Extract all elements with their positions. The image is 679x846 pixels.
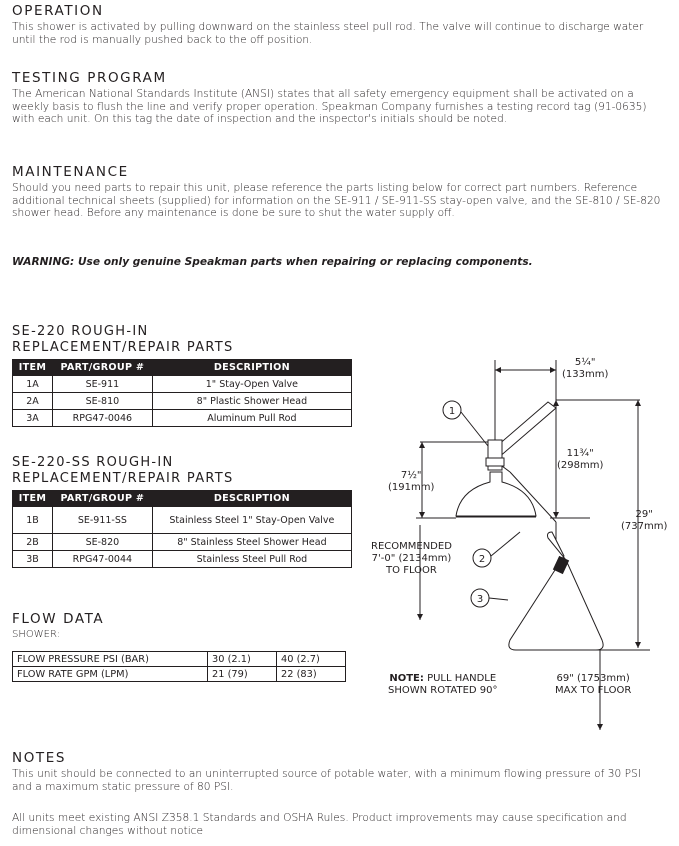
callout-leader-1 bbox=[461, 412, 488, 446]
cell-description: 8" Plastic Shower Head bbox=[196, 395, 308, 407]
flow-value-30: 30 (2.1) bbox=[208, 652, 277, 667]
cell-description: Aluminum Pull Rod bbox=[207, 412, 297, 424]
dim-arm-in: 11¾" bbox=[566, 448, 594, 459]
dim-total bbox=[621, 509, 667, 533]
notes-heading: NOTES bbox=[12, 750, 67, 766]
dim-arm-mm: (298mm) bbox=[557, 460, 604, 471]
callout-2-label: 2 bbox=[478, 554, 486, 565]
dim-head bbox=[388, 470, 434, 494]
dim-total-in: 29" bbox=[635, 509, 653, 520]
cell-part: SE-820 bbox=[52, 534, 152, 551]
callout-leader-3 bbox=[489, 598, 508, 600]
table-row bbox=[13, 376, 352, 393]
warning-text: WARNING: Use only genuine Speakman parts when repairing or replacing components. bbox=[12, 256, 533, 268]
col-header-description: DESCRIPTION bbox=[152, 360, 351, 376]
table1-title-line1: SE-220 ROUGH-IN bbox=[12, 324, 149, 339]
operation-text: This shower is activated by pulling downward on the stainless steel pull rod. The valve will continue to discharge water until the rod is manually pushed back to the off position. bbox=[12, 21, 644, 46]
table2-title bbox=[12, 455, 234, 487]
valve-nut bbox=[486, 458, 504, 466]
dim-total-mm: (737mm) bbox=[621, 521, 668, 532]
recommended-line2: 7'-0" (2134mm) bbox=[371, 553, 452, 564]
max-floor-label bbox=[555, 673, 631, 697]
cell-part: SE-911-SS bbox=[52, 507, 152, 534]
parts-table-se220 bbox=[12, 359, 352, 427]
parts-table-se220ss bbox=[12, 490, 352, 568]
arrow-icon bbox=[553, 512, 559, 518]
pull-handle bbox=[509, 532, 603, 650]
cell-description: Stainless Steel 1" Stay-Open Valve bbox=[169, 514, 335, 526]
note-bold: NOTE: bbox=[389, 673, 424, 684]
arrow-icon bbox=[495, 367, 501, 373]
operation-heading: OPERATION bbox=[12, 3, 104, 19]
recommended-label bbox=[371, 541, 452, 577]
dim-head-in: 7½" bbox=[400, 470, 422, 481]
col-header-item: ITEM bbox=[13, 491, 53, 507]
maintenance-text: Should you need parts to repair this unit, please reference the parts listing below for correct part numbers. Reference additional technical sheets (supplied) for information on the SE-911 / SE-911-SS stay-open valve, and the SE-810 / SE-820 shower head. Before any maintenance is done be sure to shut the water supply off. bbox=[12, 182, 661, 220]
table-row bbox=[13, 551, 352, 568]
arrow-icon bbox=[635, 642, 641, 648]
table-row bbox=[13, 534, 352, 551]
flow-label: FLOW PRESSURE PSI (BAR) bbox=[13, 652, 208, 667]
arrow-icon bbox=[553, 400, 559, 406]
cell-part: RPG47-0046 bbox=[52, 410, 152, 427]
flow-value-30: 21 (79) bbox=[208, 667, 277, 682]
recommended-line3: TO FLOOR bbox=[386, 565, 437, 576]
table-row bbox=[13, 507, 352, 534]
table-header-row bbox=[13, 491, 352, 507]
dim-top-mm: (133mm) bbox=[562, 369, 609, 380]
flow-value-40: 40 (2.7) bbox=[277, 652, 346, 667]
cell-item: 2A bbox=[13, 393, 53, 410]
flow-heading: FLOW DATA bbox=[12, 611, 105, 627]
col-header-item: ITEM bbox=[13, 360, 53, 376]
table-row bbox=[13, 667, 346, 682]
max-line1: 69" (1753mm) bbox=[556, 673, 630, 684]
dim-top-in: 5¼" bbox=[574, 357, 596, 368]
arrow-icon bbox=[597, 724, 603, 730]
table1-title bbox=[12, 324, 234, 356]
cell-part: RPG47-0044 bbox=[52, 551, 152, 568]
note-line2: SHOWN ROTATED 90° bbox=[388, 685, 498, 696]
testing-heading: TESTING PROGRAM bbox=[12, 70, 167, 86]
dim-head-mm: (191mm) bbox=[388, 482, 435, 493]
notes-text-1: This unit should be connected to an uninterrupted source of potable water, with a minimum flowing pressure of 30 PSI and a maximum static pressure of 80 PSI. bbox=[12, 768, 641, 793]
shower-head bbox=[456, 472, 536, 516]
flow-table bbox=[12, 651, 346, 682]
arrow-icon bbox=[419, 442, 425, 448]
table-row bbox=[13, 410, 352, 427]
max-line2: MAX TO FLOOR bbox=[555, 685, 632, 696]
flow-subtitle: SHOWER: bbox=[12, 629, 60, 640]
cell-description: 8" Stainless Steel Shower Head bbox=[177, 536, 327, 548]
notes-text-2: All units meet existing ANSI Z358.1 Standards and OSHA Rules. Product improvements may cause specification and dimensional changes without notice bbox=[12, 812, 627, 837]
cell-item: 2B bbox=[13, 534, 53, 551]
cell-item: 3B bbox=[13, 551, 53, 568]
table2-title-line1: SE-220-SS ROUGH-IN bbox=[12, 455, 174, 470]
note-rest: PULL HANDLE bbox=[423, 673, 497, 684]
cell-description: Stainless Steel Pull Rod bbox=[196, 553, 308, 565]
arrow-icon bbox=[635, 400, 641, 406]
table-row bbox=[13, 393, 352, 410]
table-header-row bbox=[13, 360, 352, 376]
flow-label: FLOW RATE GPM (LPM) bbox=[13, 667, 208, 682]
dim-arm bbox=[557, 448, 603, 472]
cell-item: 1B bbox=[13, 507, 53, 534]
cell-item: 1A bbox=[13, 376, 53, 393]
arrow-icon bbox=[417, 614, 423, 620]
note-line1 bbox=[388, 673, 498, 685]
maintenance-heading: MAINTENANCE bbox=[12, 164, 129, 180]
callout-1-label: 1 bbox=[448, 406, 456, 417]
flow-value-40: 22 (83) bbox=[277, 667, 346, 682]
table2-title-line2: REPLACEMENT/REPAIR PARTS bbox=[12, 471, 234, 486]
arrow-icon bbox=[419, 512, 425, 518]
cell-item: 3A bbox=[13, 410, 53, 427]
testing-text: The American National Standards Institute (ANSI) states that all safety emergency equipment shall be activated on a weekly basis to flush the line and verify proper operation. Speakman Company furnishes a testing record tag (91-0635) with each unit. On this tag the date of inspection and the inspector's initials should be noted. bbox=[12, 88, 647, 126]
callout-3-label: 3 bbox=[476, 594, 484, 605]
cell-part: SE-911 bbox=[52, 376, 152, 393]
cell-part: SE-810 bbox=[52, 393, 152, 410]
col-header-description: DESCRIPTION bbox=[152, 491, 351, 507]
arrow-icon bbox=[550, 367, 556, 373]
pull-handle-note bbox=[388, 673, 498, 697]
valve-lever bbox=[502, 466, 510, 472]
table-row bbox=[13, 652, 346, 667]
table1-title-line2: REPLACEMENT/REPAIR PARTS bbox=[12, 340, 234, 355]
col-header-part: PART/GROUP # bbox=[52, 491, 152, 507]
dim-top bbox=[562, 357, 608, 381]
callout-leader-2 bbox=[491, 532, 520, 556]
cell-description: 1" Stay-Open Valve bbox=[205, 378, 299, 390]
col-header-part: PART/GROUP # bbox=[52, 360, 152, 376]
recommended-line1: RECOMMENDED bbox=[371, 541, 452, 552]
